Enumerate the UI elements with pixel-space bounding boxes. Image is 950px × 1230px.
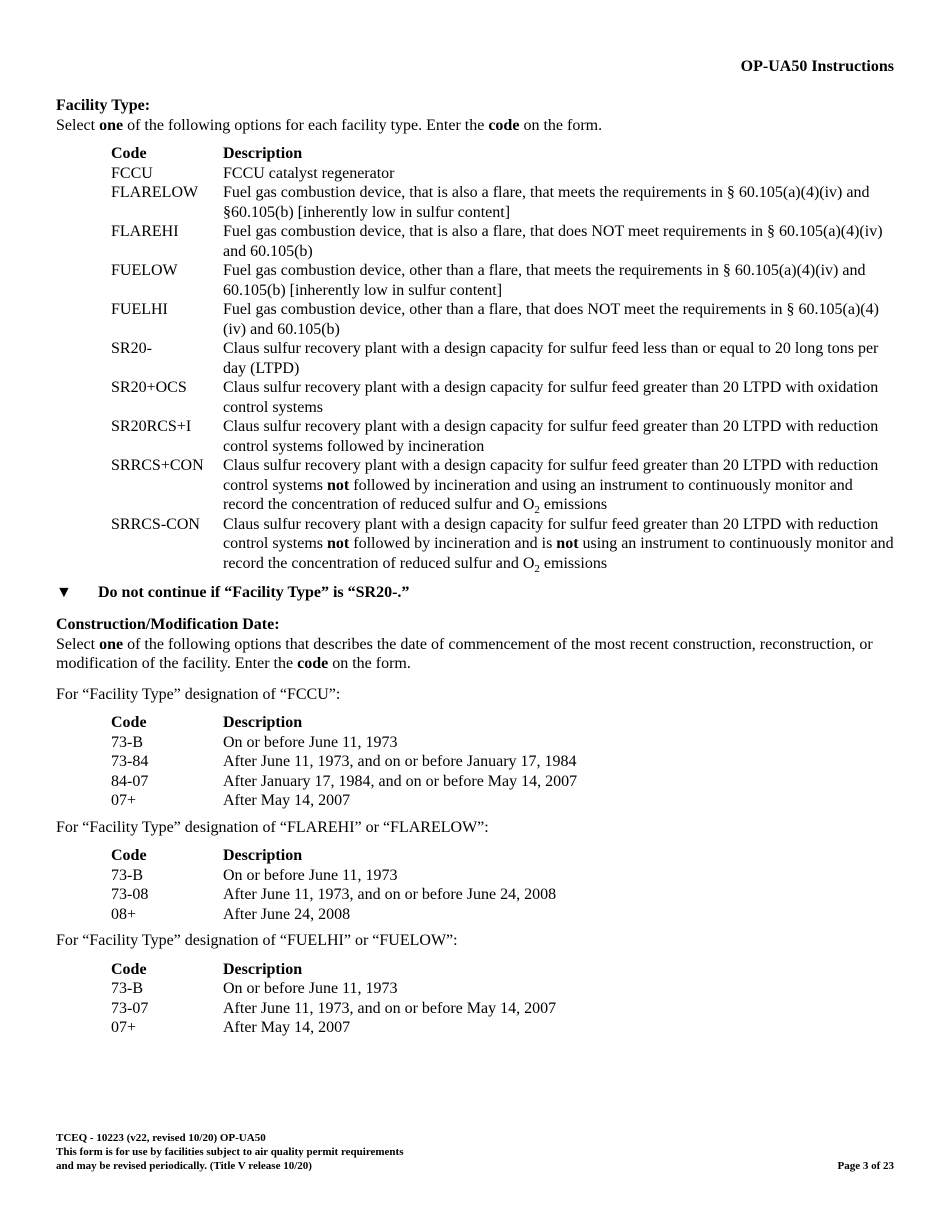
- down-triangle-icon: ▼: [56, 584, 72, 601]
- code-cell: SR20+OCS: [111, 379, 187, 396]
- description-cell: Claus sulfur recovery plant with a design capacity for sulfur feed greater than 20 LTPD with reduction control systems followed by incineration: [223, 418, 879, 455]
- description-cell: On or before June 11, 1973: [223, 980, 398, 997]
- table-row: [111, 979, 556, 999]
- warning-text: Do not continue if “Facility Type” is “SR20-.”: [98, 584, 410, 601]
- group-label: For “Facility Type” designation of “FLAREHI” or “FLARELOW”:: [56, 818, 489, 836]
- table-header-row: [111, 144, 894, 164]
- table-row: [111, 1018, 556, 1038]
- table-row: [111, 515, 894, 574]
- code-cell: SR20-: [111, 340, 152, 357]
- description-cell: After June 11, 1973, and on or before June 24, 2008: [223, 886, 557, 903]
- table-row: [111, 772, 577, 792]
- description-cell: Claus sulfur recovery plant with a design capacity for sulfur feed greater than 20 LTPD with reduction control systems not followed by incineration and is not using an instrument to continuously monitor and record the concentration of reduced sulfur and $O_2$ emissions: [223, 515, 894, 575]
- column-header-description: Description: [223, 145, 303, 162]
- group-label: For “Facility Type” designation of “FCCU”:: [56, 685, 341, 703]
- column-header-description: Description: [223, 714, 303, 731]
- column-header-code: Code: [111, 847, 147, 864]
- description-cell: Claus sulfur recovery plant with a design capacity for sulfur feed greater than 20 LTPD with oxidation control systems: [223, 379, 879, 416]
- code-cell: FUELHI: [111, 301, 168, 318]
- page-header-title: OP-UA50 Instructions: [740, 58, 894, 75]
- table-row: [111, 866, 556, 886]
- description-cell: After January 17, 1984, and on or before May 14, 2007: [223, 772, 578, 790]
- column-header-code: Code: [111, 145, 147, 162]
- description-cell: Fuel gas combustion device, that is also a flare, that does NOT meet requirements in § 60.105(a)(4)(iv) and 60.105(b): [223, 223, 883, 260]
- table-row: [111, 791, 577, 811]
- column-header-description: Description: [223, 960, 303, 978]
- column-header-code: Code: [111, 714, 147, 731]
- column-header-description: Description: [223, 847, 303, 864]
- footer-line-2: This form is for use by facilities subject to air quality permit requirements: [56, 1146, 404, 1158]
- table-row: [111, 752, 577, 772]
- description-cell: Fuel gas combustion device, other than a flare, that meets the requirements in § 60.105(a)(4)(iv) and 60.105(b) [inherently low in sulfur content]: [223, 262, 866, 299]
- code-cell: 73-B: [111, 980, 143, 997]
- facility-type-title: Facility Type:: [56, 97, 151, 114]
- description-cell: After June 11, 1973, and on or before May 14, 2007: [223, 999, 557, 1017]
- table-row: [111, 417, 894, 456]
- description-cell: On or before June 11, 1973: [223, 733, 398, 751]
- construction-section: [56, 615, 894, 1038]
- stop-warning: [56, 583, 894, 603]
- facility-type-table: [111, 144, 894, 573]
- table-row: [111, 261, 894, 300]
- table-row: [111, 164, 894, 184]
- table-row: [111, 456, 894, 515]
- code-cell: 07+: [111, 1019, 137, 1036]
- date-code-table: [111, 846, 556, 924]
- table-row: [111, 183, 894, 222]
- column-header-code: Code: [111, 960, 147, 978]
- description-cell: FCCU catalyst regenerator: [223, 164, 395, 182]
- construction-intro: Select one of the following options that describes the date of commencement of the most recent construction, reconstruction, or modification of the facility. Enter the code on the form.: [56, 635, 873, 672]
- table-row: [111, 300, 894, 339]
- description-cell: Fuel gas combustion device, that is also a flare, that meets the requirements in § 60.105(a)(4)(iv) and §60.105(b) [inherently low in sulfur content]: [223, 184, 870, 221]
- description-cell: Claus sulfur recovery plant with a design capacity for sulfur feed greater than 20 LTPD with reduction control systems not followed by incineration and using an instrument to continuously monitor and record the concentration of reduced sulfur and $O_2$ emissions: [223, 457, 879, 517]
- code-cell: SR20RCS+I: [111, 418, 192, 435]
- footer-line-3: and may be revised periodically. (Title V release 10/20): [56, 1160, 312, 1172]
- code-cell: 08+: [111, 905, 137, 923]
- code-cell: 73-84: [111, 753, 149, 770]
- table-row: [111, 733, 577, 753]
- code-cell: FUELOW: [111, 262, 178, 279]
- code-cell: SRRCS-CON: [111, 515, 200, 533]
- code-cell: 84-07: [111, 772, 149, 790]
- code-cell: 73-07: [111, 999, 149, 1017]
- footer-line-1: TCEQ - 10223 (v22, revised 10/20) OP-UA50: [56, 1132, 266, 1144]
- description-cell: After May 14, 2007: [223, 792, 351, 809]
- table-row: [111, 339, 894, 378]
- description-cell: Claus sulfur recovery plant with a design capacity for sulfur feed less than or equal to 20 long tons per day (LTPD): [223, 340, 879, 377]
- date-code-table: [111, 713, 577, 811]
- table-row: [111, 222, 894, 261]
- table-header-row: [111, 960, 556, 980]
- date-code-table: [111, 960, 556, 1038]
- construction-title: Construction/Modification Date:: [56, 616, 280, 633]
- code-cell: 73-B: [111, 866, 143, 884]
- facility-type-section: [56, 96, 894, 603]
- code-cell: SRRCS+CON: [111, 457, 204, 474]
- code-cell: 73-B: [111, 733, 143, 751]
- table-header-row: [111, 846, 556, 866]
- code-cell: 07+: [111, 792, 137, 809]
- description-cell: After May 14, 2007: [223, 1019, 351, 1036]
- description-cell: After June 24, 2008: [223, 905, 351, 923]
- table-row: [111, 999, 556, 1019]
- table-row: [111, 885, 556, 905]
- construction-groups: [56, 685, 894, 1038]
- description-cell: After June 11, 1973, and on or before January 17, 1984: [223, 753, 577, 770]
- description-cell: Fuel gas combustion device, other than a flare, that does NOT meet the requirements in § 60.105(a)(4)(iv) and 60.105(b): [223, 301, 879, 338]
- code-cell: 73-08: [111, 886, 149, 903]
- description-cell: On or before June 11, 1973: [223, 866, 398, 884]
- table-row: [111, 905, 556, 925]
- table-header-row: [111, 713, 577, 733]
- code-cell: FLAREHI: [111, 223, 179, 240]
- footer-form-info: [56, 1131, 404, 1173]
- facility-type-intro: Select one of the following options for each facility type. Enter the code on the form.: [56, 116, 603, 134]
- table-row: [111, 378, 894, 417]
- page-number: Page 3 of 23: [837, 1160, 894, 1172]
- code-cell: FLARELOW: [111, 184, 199, 201]
- code-cell: FCCU: [111, 164, 153, 182]
- group-label: For “Facility Type” designation of “FUELHI” or “FUELOW”:: [56, 932, 458, 949]
